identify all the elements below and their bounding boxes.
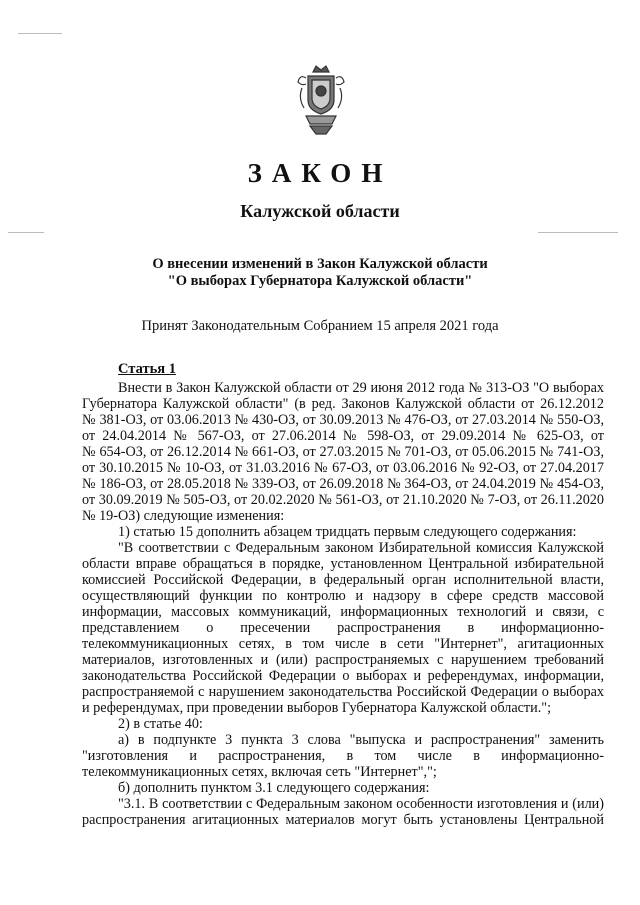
subject-line-1: О внесении изменений в Закон Калужской области (152, 256, 488, 272)
article-line: "изготовления и распространения, в том числе в информационно- (82, 748, 604, 764)
article-line: и референдумах, при проведении выборов Губернатора Калужской области."; (82, 700, 552, 716)
article-line: 1) статью 15 дополнить абзацем тридцать первым следующего содержания: (118, 524, 577, 540)
article-line: от 24.04.2014 № 567-ОЗ, от 27.06.2014 № 598-ОЗ, от 29.09.2014 № 625-ОЗ, от (82, 428, 604, 444)
article-line: телекоммуникационных сетях, включая сеть "Интернет","; (82, 764, 437, 780)
document-region: Калужской области (240, 201, 400, 221)
article-line: № 381-ОЗ, от 03.06.2013 № 430-ОЗ, от 30.09.2013 № 476-ОЗ, от 27.03.2014 № 550-ОЗ, (82, 412, 604, 428)
article-line: 2) в статье 40: (118, 716, 203, 732)
subject-line-2: "О выборах Губернатора Калужской области" (167, 273, 473, 289)
article-line: от 30.09.2019 № 505-ОЗ, от 20.02.2020 № 561-ОЗ, от 21.10.2020 № 7-ОЗ, от 26.11.2020 (82, 492, 604, 508)
article-line: № 186-ОЗ, от 28.05.2018 № 339-ОЗ, от 26.09.2018 № 364-ОЗ, от 24.04.2019 № 454-ОЗ, (82, 476, 604, 492)
article-line: "3.1. В соответствии с Федеральным законом особенности изготовления и (или) (118, 796, 604, 812)
article-line: № 19-ОЗ) следующие изменения: (82, 508, 285, 524)
article-line: Губернатора Калужской области" (в ред. Законов Калужской области от 26.12.2012 (82, 396, 604, 412)
article-line: осуществляющий функции по контролю и надзору в сфере средств массовой (82, 588, 604, 604)
scan-artifact (8, 232, 44, 233)
article-line: представлением о пресечении распространения в информационно- (82, 620, 604, 636)
article-line: от 30.10.2015 № 10-ОЗ, от 31.03.2016 № 67-ОЗ, от 03.06.2016 № 92-ОЗ, от 27.04.2017 (82, 460, 604, 476)
scan-artifact (18, 33, 62, 34)
article-line: "В соответствии с Федеральным законом Избирательной комиссия Калужской (118, 540, 604, 556)
article-line: законодательства Российской Федерации о выборах и референдумах, информации, (82, 668, 604, 684)
article-line: распространения агитационных материалов могут быть установлены Центральной (82, 812, 604, 828)
scan-artifact (538, 232, 618, 233)
article-heading: Статья 1 (118, 361, 176, 377)
document-title: ЗАКОН (247, 158, 393, 188)
article-line: телекоммуникационных сетях, в том числе в сети "Интернет", агитационных (82, 636, 604, 652)
article-line: № 654-ОЗ, от 26.12.2014 № 661-ОЗ, от 27.03.2015 № 701-ОЗ, от 05.06.2015 № 741-ОЗ, (82, 444, 604, 460)
article-line: а) в подпункте 3 пункта 3 слова "выпуска и распространения" заменить (118, 732, 604, 748)
article-line: Внести в Закон Калужской области от 29 июня 2012 года № 313-ОЗ "О выборах (118, 380, 604, 396)
article-line: комиссией Российской Федерации, в федеральный орган исполнительной власти, (82, 572, 604, 588)
article-line: материалов, изготовленных и (или) распространяемых с нарушением требований (82, 652, 604, 668)
article-line: информации, массовых коммуникаций, информационных технологий и связи, с (82, 604, 604, 620)
coat-of-arms-icon (296, 64, 346, 136)
article-line: области вправе обращаться в порядке, установленном Центральной избирательной (82, 556, 604, 572)
article-line: распространяемой с нарушением законодательства Российской Федерации о выборах (82, 684, 604, 700)
article-line: б) дополнить пунктом 3.1 следующего содержания: (118, 780, 430, 796)
adoption-date: Принят Законодательным Собранием 15 апреля 2021 года (141, 318, 499, 334)
